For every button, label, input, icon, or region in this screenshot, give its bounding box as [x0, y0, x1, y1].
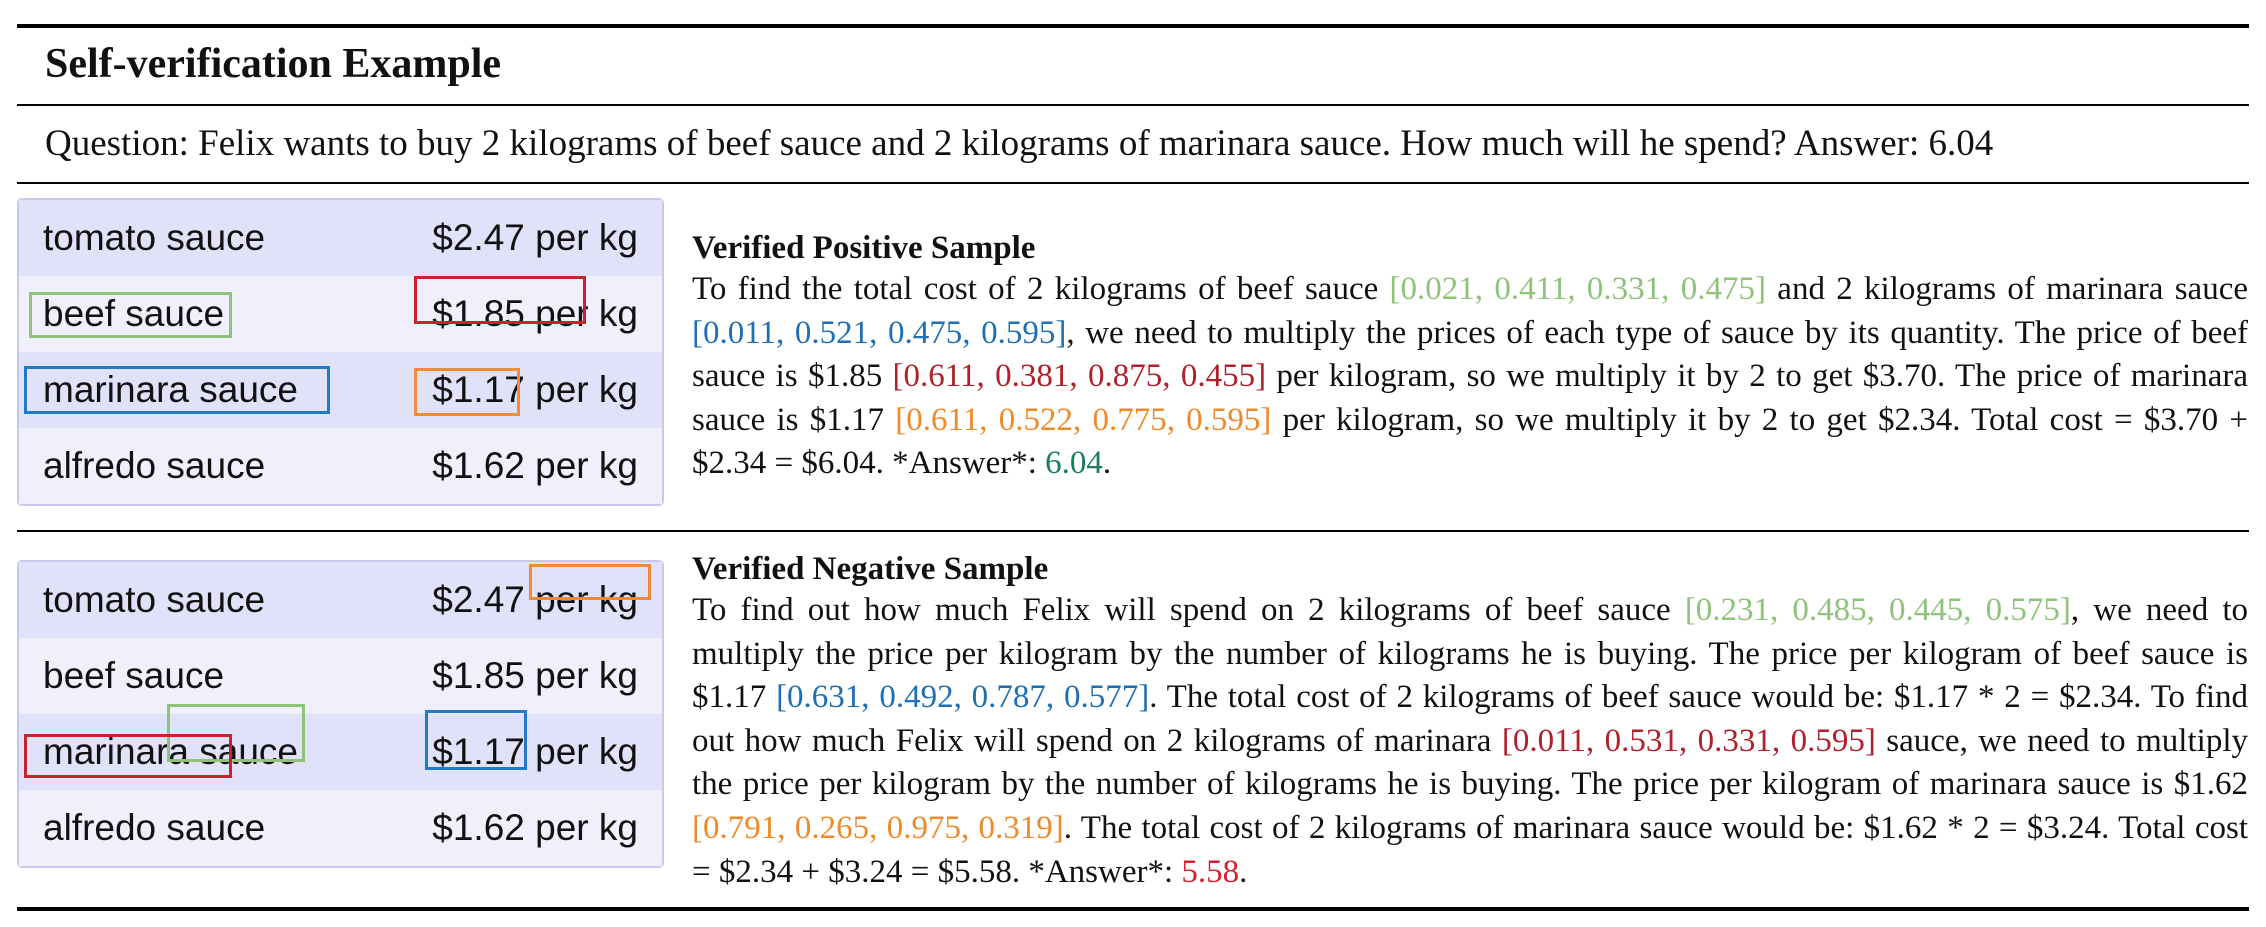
text-segment: , we need to multiply the price per kilogram by the number of kilograms he is buying. The price per kilogram of beef sauce is $1.17: [692, 592, 2248, 716]
negative-sample: [692, 549, 2248, 894]
table-item: alfredo sauce: [43, 445, 266, 486]
negative-table-image: [17, 560, 664, 868]
bbox-beef-price-red: [414, 276, 586, 324]
text-segment: To find out how much Felix will spend on 2 kilograms of beef sauce: [692, 592, 1685, 628]
bottom-rule: [17, 907, 2249, 911]
bbox-marinara-price-blue: [425, 710, 527, 770]
table-item: alfredo sauce: [43, 807, 266, 848]
table-price: $1.62 per kg: [432, 807, 638, 848]
bbox-tomato-perkg-orange: [529, 564, 651, 600]
positive-sample-text: [692, 268, 2248, 486]
bbox-coords-orange: [0.611, 0.522, 0.775, 0.595]: [895, 401, 1272, 438]
bbox-coords-red: [0.011, 0.531, 0.331, 0.595]: [1501, 722, 1876, 759]
text-segment: . The total cost of 2 kilograms of marinara sauce would be: $1.62 * 2 = $3.24. Total cost = $2.34 + $3.24 = $5.58. *Answer*:: [692, 809, 2248, 890]
table-price: $1.85 per kg: [432, 293, 638, 334]
table-item: tomato sauce: [43, 217, 266, 258]
text-segment: To find the total cost of 2 kilograms of beef sauce: [692, 271, 1390, 307]
middle-rule: [17, 530, 2249, 532]
table-row: [19, 790, 662, 866]
table-price: $1.17 per kg: [432, 731, 638, 772]
table-row: [19, 428, 662, 504]
positive-sample-heading: Verified Positive Sample: [692, 230, 1036, 266]
bbox-beef-sauce-green: [29, 292, 232, 338]
text-segment: sauce, we need to multiply the price per kilogram by the number of kilograms he is buying. The price per kilogram of marinara sauce is $1.62: [692, 722, 2248, 803]
table-item: tomato sauce: [43, 579, 266, 620]
text-segment: .: [1102, 445, 1112, 482]
positive-sample: [692, 228, 2248, 486]
text-segment: per kilogram, so we multiply it by 2 to get $2.34. Total cost = $3.70 + $2.34 = $6.04. *Answer*:: [692, 401, 2248, 482]
text-segment: per kilogram, so we multiply it by 2 to get $3.70. The price of marinara sauce is $1.17: [692, 358, 2248, 438]
table-item: marinara sauce: [43, 369, 299, 410]
question-rule: [17, 182, 2249, 184]
positive-table-image: [17, 198, 664, 506]
text-segment: . The total cost of 2 kilograms of beef sauce would be: $1.17 * 2 = $2.34. To find out how much Felix will spend on 2 kilograms of marinara: [692, 679, 2249, 759]
bbox-coords-blue: [0.011, 0.521, 0.475, 0.595]: [692, 314, 1067, 351]
table-price: $2.47 per kg: [432, 579, 638, 620]
question-text: Question: Felix wants to buy 2 kilograms of beef sauce and 2 kilograms of marinara sauce. How much will he spend? Answer: 6.04: [45, 123, 1994, 164]
table-price: $1.62 per kg: [432, 445, 638, 486]
table-price: $1.85 per kg: [432, 655, 638, 696]
text-segment: and 2 kilograms of marinara sauce: [1765, 271, 2248, 307]
bbox-marinara-price-orange: [414, 368, 520, 416]
bbox-coords-green: [0.231, 0.485, 0.445, 0.575]: [1684, 592, 2071, 628]
bbox-coords-orange: [0.791, 0.265, 0.975, 0.319]: [692, 809, 1064, 846]
table-row: [19, 638, 662, 714]
bbox-marinara-red: [24, 734, 232, 778]
top-rule: [17, 24, 2249, 28]
table-row: [19, 200, 662, 276]
table-item: marinara sauce: [43, 731, 299, 772]
bbox-marinara-sauce-blue: [24, 366, 330, 414]
negative-sample-heading: Verified Negative Sample: [692, 551, 1049, 587]
negative-sample-text: [692, 589, 2248, 894]
text-segment: .: [1239, 853, 1248, 890]
title-rule: [17, 104, 2249, 106]
text-segment: , we need to multiply the prices of each type of sauce by its quantity. The price of beef sauce is $1.85: [692, 314, 2248, 395]
table-item: beef sauce: [43, 655, 225, 696]
table-price: $1.17 per kg: [432, 369, 638, 410]
bbox-coords-blue: [0.631, 0.492, 0.787, 0.577]: [776, 679, 1150, 716]
bbox-coords-red: [0.611, 0.381, 0.875, 0.455]: [892, 358, 1267, 395]
table-price: $2.47 per kg: [432, 217, 638, 258]
figure-title: Self-verification Example: [45, 41, 502, 87]
table-item: beef sauce: [43, 293, 225, 334]
negative-answer: 5.58: [1181, 853, 1240, 890]
positive-answer: 6.04: [1045, 445, 1103, 482]
bbox-coords-green: [0.021, 0.411, 0.331, 0.475]: [1389, 271, 1766, 307]
